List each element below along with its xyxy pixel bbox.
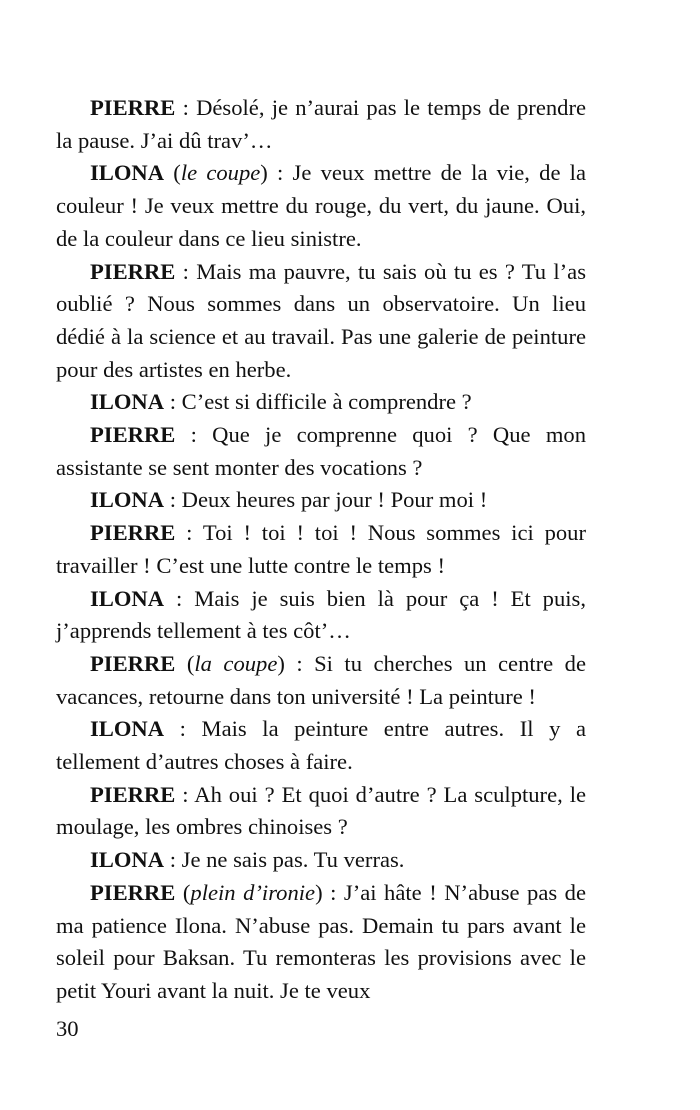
dialogue-line xyxy=(56,517,586,582)
line-text: : C’est si difficile à comprendre ? xyxy=(164,389,472,415)
line-text: : Je ne sais pas. Tu verras. xyxy=(164,847,405,873)
line-text: : Ah oui ? Et quoi d’autre ? La sculpture, le moulage, les ombres chinoises ? xyxy=(56,781,586,840)
dialogue-line xyxy=(56,648,586,713)
line-text: : Que je comprenne quoi ? Que mon assistante se sent monter des vocations ? xyxy=(56,422,586,480)
direction-open: ( xyxy=(164,160,181,186)
dialogue-line xyxy=(56,256,586,387)
speaker-name: ILONA xyxy=(90,847,165,873)
dialogue-line xyxy=(56,713,586,778)
direction-open: ( xyxy=(175,879,191,905)
speaker-name: ILONA xyxy=(90,160,165,186)
speaker-name: ILONA xyxy=(90,585,165,611)
line-text: : J’ai hâte ! N’abuse pas de ma patience Ilona. N’abuse pas. Demain tu pars avant le soleil pour Baksan. Tu remonteras les provisions avec le petit Youri avant la nuit. Je te veux xyxy=(56,879,586,1003)
speaker-name: PIERRE xyxy=(90,422,176,448)
stage-direction: la coupe xyxy=(194,650,278,676)
direction-close: ) xyxy=(277,650,285,676)
direction-close: ) xyxy=(315,879,323,905)
line-text: : Si tu cherches un centre de vacances, retourne dans ton université ! La peinture ! xyxy=(56,650,587,709)
speaker-name: PIERRE xyxy=(90,520,176,546)
line-text: : Je veux mettre de la vie, de la couleur ! Je veux mettre du rouge, du vert, du jaune. Oui, de la couleur dans ce lieu sinistre. xyxy=(56,160,586,251)
page-number: 30 xyxy=(56,1016,79,1041)
dialogue-line xyxy=(56,484,586,517)
speaker-name: ILONA xyxy=(90,389,165,415)
dialogue-line xyxy=(56,419,586,484)
dialogue-line xyxy=(56,779,586,844)
line-text: : Toi ! toi ! toi ! Nous sommes ici pour travailler ! C’est une lutte contre le temps ! xyxy=(56,520,586,578)
speaker-name: ILONA xyxy=(90,716,165,742)
speaker-name: PIERRE xyxy=(90,781,176,807)
dialogue-line xyxy=(56,844,586,877)
line-text: : Deux heures par jour ! Pour moi ! xyxy=(164,487,488,513)
dialogue-line xyxy=(56,157,586,255)
line-text: : Désolé, je n’aurai pas le temps de prendre la pause. J’ai dû trav’… xyxy=(56,95,586,153)
dialogue-line xyxy=(56,92,586,157)
speaker-name: PIERRE xyxy=(90,258,176,284)
direction-open: ( xyxy=(175,650,195,676)
stage-direction: le coupe xyxy=(180,160,261,186)
speaker-name: ILONA xyxy=(90,487,165,513)
speaker-name: PIERRE xyxy=(90,650,176,676)
stage-direction: plein d’ironie xyxy=(190,879,316,905)
play-text xyxy=(56,92,586,1008)
line-text: : Mais je suis bien là pour ça ! Et puis, j’apprends tellement à tes côt’… xyxy=(56,585,586,644)
dialogue-line xyxy=(56,386,586,419)
line-text: : Mais la peinture entre autres. Il y a tellement d’autres choses à faire. xyxy=(56,716,586,775)
line-text: : Mais ma pauvre, tu sais où tu es ? Tu l’as oublié ? Nous sommes dans un observatoire. Un lieu dédié à la science et au travail. Pas une galerie de peinture pour des artistes en herbe. xyxy=(56,258,586,382)
dialogue-line xyxy=(56,583,586,648)
dialogue-line xyxy=(56,877,586,1008)
speaker-name: PIERRE xyxy=(90,879,176,905)
speaker-name: PIERRE xyxy=(90,95,176,120)
direction-close: ) xyxy=(260,160,268,186)
